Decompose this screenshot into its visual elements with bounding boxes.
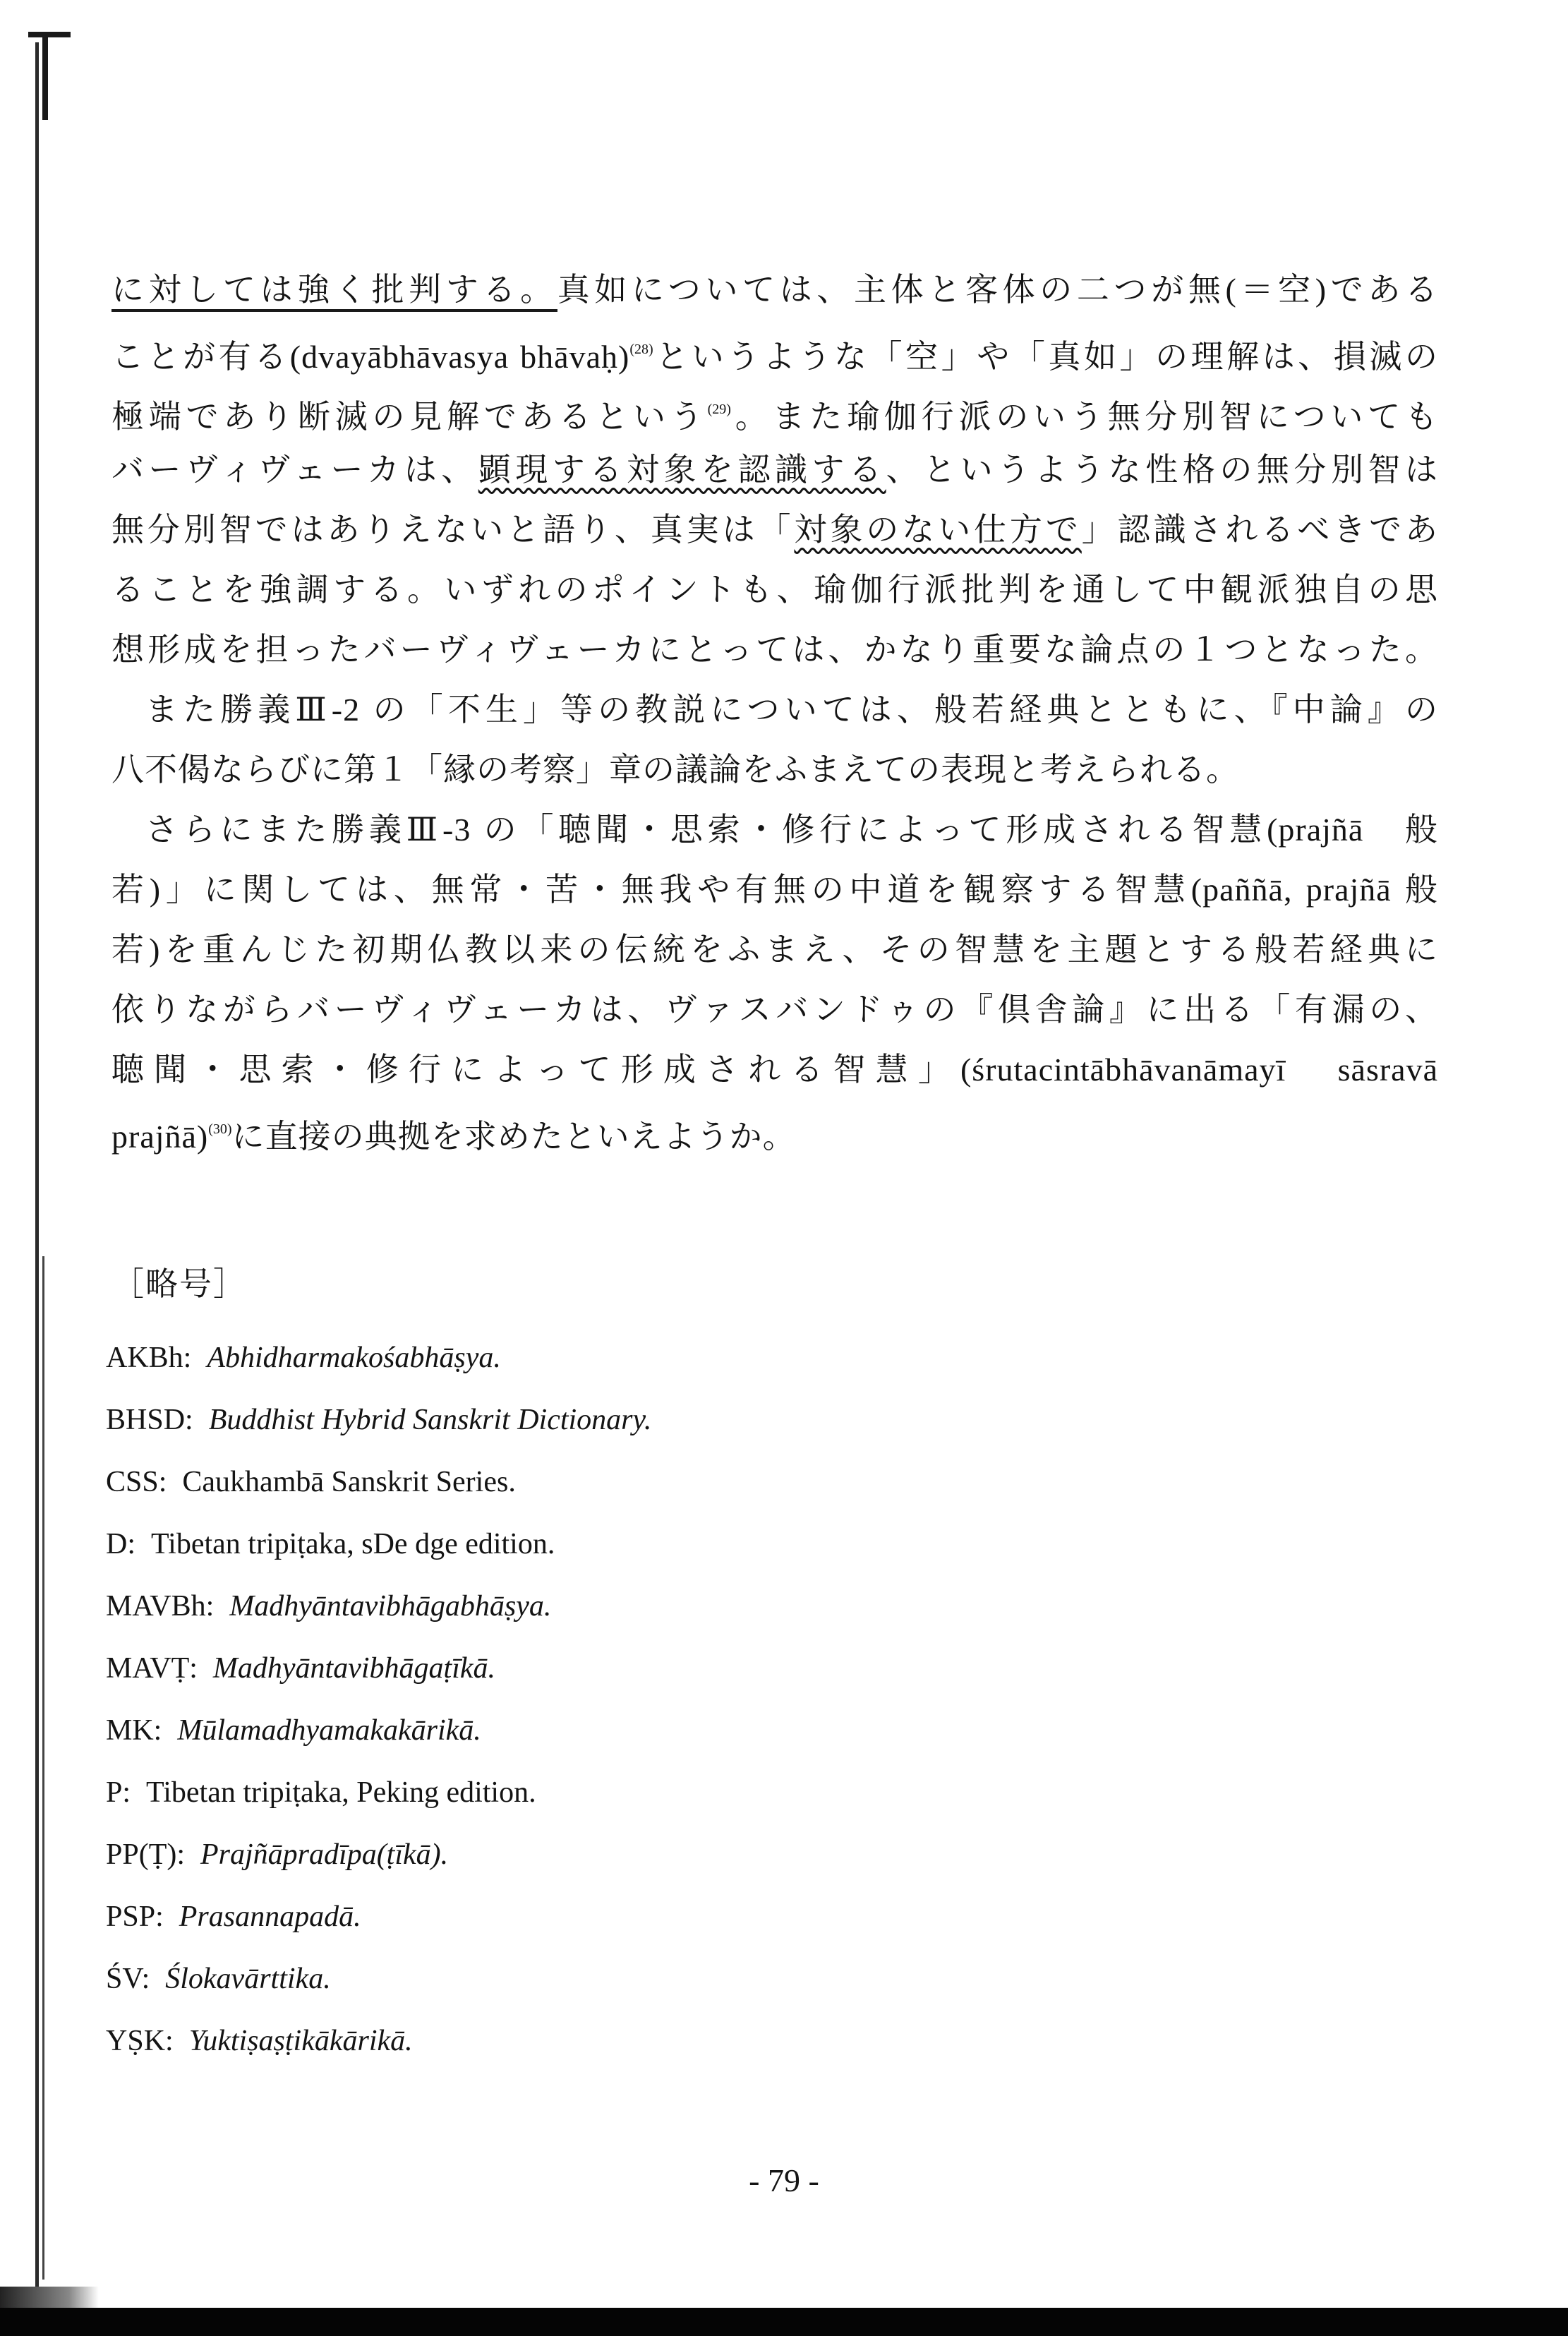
abbreviation-key: CSS: — [106, 1466, 167, 1498]
text-line: さらにまた勝義Ⅲ-3 の「聴聞・思索・修行によって形成される智慧(prajñā 般 — [145, 812, 1438, 848]
abbreviation-value: Yuktiṣaṣṭikākārikā. — [188, 2025, 413, 2057]
abbreviation-row — [106, 1637, 1235, 1699]
underlined-phrase: に対しては強く批判する。 — [111, 272, 557, 312]
abbreviation-value: Caukhambā Sanskrit Series. — [182, 1466, 516, 1498]
binding-shadow — [42, 1256, 44, 2280]
text-line: 依りながらバーヴィヴェーカは、ヴァスバンドゥの『倶舎論』に出る「有漏の、 — [111, 992, 1438, 1028]
abbreviation-key: MAVṬ: — [106, 1652, 198, 1685]
abbreviation-key: D: — [106, 1528, 135, 1560]
scan-mark — [28, 32, 71, 37]
text-line: バーヴィヴェーカは、顕現する対象を認識する、というような性格の無分別智は — [111, 452, 1439, 488]
abbreviation-key: YṢK: — [106, 2025, 174, 2057]
page-number: - 79 - — [749, 2162, 819, 2198]
abbreviation-value: Abhidharmakośabhāṣya. — [207, 1342, 501, 1374]
text-line: また勝義Ⅲ-2 の「不生」等の教説については、般若経典とともに、『中論』の — [145, 692, 1438, 728]
abbreviations-heading: ［略号］ — [111, 1266, 247, 1302]
text-line: ることを強調する。いずれのポイントも、瑜伽行派批判を通して中観派独自の思 — [111, 572, 1439, 608]
underlined-phrase: 顕現する対象を認識する — [478, 452, 886, 488]
text-line: 八不偈ならびに第１「縁の考察」章の議論をふまえての表現と考えられる。 — [111, 752, 1239, 788]
abbreviation-row — [106, 1824, 1235, 1886]
text-line: 若)を重んじた初期仏教以来の伝統をふまえ、その智慧を主題とする般若経典に — [111, 932, 1438, 968]
abbreviation-key: MK: — [106, 1714, 162, 1747]
text-line: ことが有る(dvayābhāvasya bhāvaḥ)$^{(28)}$というような「空」や「真如」の理解は、損滅の — [111, 339, 1438, 375]
abbreviation-value: Ślokavārttika. — [165, 1963, 331, 1995]
scan-mark — [42, 35, 48, 120]
abbreviations-list — [106, 1327, 1235, 2072]
abbreviation-row — [106, 1575, 1235, 1637]
text-line: 若)」に関しては、無常・苦・無我や有無の中道を観察する智慧(paññā, prajñā 般 — [111, 872, 1438, 908]
text-line: 極端であり断滅の見解であるという$^{(29)}$。また瑜伽行派のいう無分別智についても — [111, 399, 1438, 435]
abbreviation-key: ŚV: — [106, 1963, 150, 1995]
text-line: 想形成を担ったバーヴィヴェーカにとっては、かなり重要な論点の１つとなった。 — [111, 632, 1438, 668]
abbreviation-row — [106, 1699, 1235, 1762]
abbreviation-value: Prasannapadā. — [179, 1901, 361, 1933]
abbreviation-key: AKBh: — [106, 1342, 192, 1374]
scan-edge — [0, 2308, 1568, 2336]
abbreviation-value: Mūlamadhyamakakārikā. — [177, 1714, 481, 1747]
abbreviation-row — [106, 1948, 1235, 2010]
text-line: prajñā)$^{(30)}$に直接の典拠を求めたといえようか。 — [111, 1119, 796, 1155]
abbreviation-row — [106, 1389, 1235, 1451]
body-text — [111, 260, 1438, 1160]
abbreviation-value: Tibetan tripiṭaka, sDe dge edition. — [151, 1528, 555, 1560]
abbreviation-value: Buddhist Hybrid Sanskrit Dictionary. — [208, 1404, 652, 1436]
footnote-ref: (29) — [707, 402, 731, 417]
abbreviation-value: Madhyāntavibhāgaṭīkā. — [212, 1652, 496, 1685]
abbreviation-value: Madhyāntavibhāgabhāṣya. — [229, 1590, 552, 1622]
abbreviation-row — [106, 1886, 1235, 1948]
footnote-ref: (30) — [208, 1121, 232, 1137]
abbreviation-row — [106, 1451, 1235, 1513]
abbreviation-value: Tibetan tripiṭaka, Peking edition. — [146, 1776, 536, 1809]
abbreviation-key: BHSD: — [106, 1404, 193, 1436]
abbreviation-value: Prajñāpradīpa(ṭīkā). — [200, 1838, 449, 1871]
scan-mark — [0, 2287, 99, 2308]
binding-shadow — [35, 42, 39, 2287]
footnote-ref: (28) — [629, 342, 653, 357]
underlined-phrase: 対象のない仕方で — [794, 512, 1082, 548]
text-line: に対しては強く批判する。真如については、主体と客体の二つが無(＝空)である — [111, 260, 1438, 320]
text-line: 聴聞・思索・修行によって形成される智慧」(śrutacintābhāvanāmayī sāsravā — [111, 1052, 1438, 1088]
abbreviation-row — [106, 2010, 1235, 2072]
abbreviation-key: P: — [106, 1776, 131, 1809]
abbreviation-row — [106, 1513, 1235, 1575]
abbreviation-row — [106, 1327, 1235, 1389]
abbreviation-row — [106, 1762, 1235, 1824]
abbreviation-key: MAVBh: — [106, 1590, 215, 1622]
abbreviation-key: PP(Ṭ): — [106, 1838, 186, 1871]
text-line: 無分別智ではありえないと語り、真実は「対象のない仕方で」認識されるべきであ — [111, 512, 1439, 548]
abbreviation-key: PSP: — [106, 1901, 164, 1933]
